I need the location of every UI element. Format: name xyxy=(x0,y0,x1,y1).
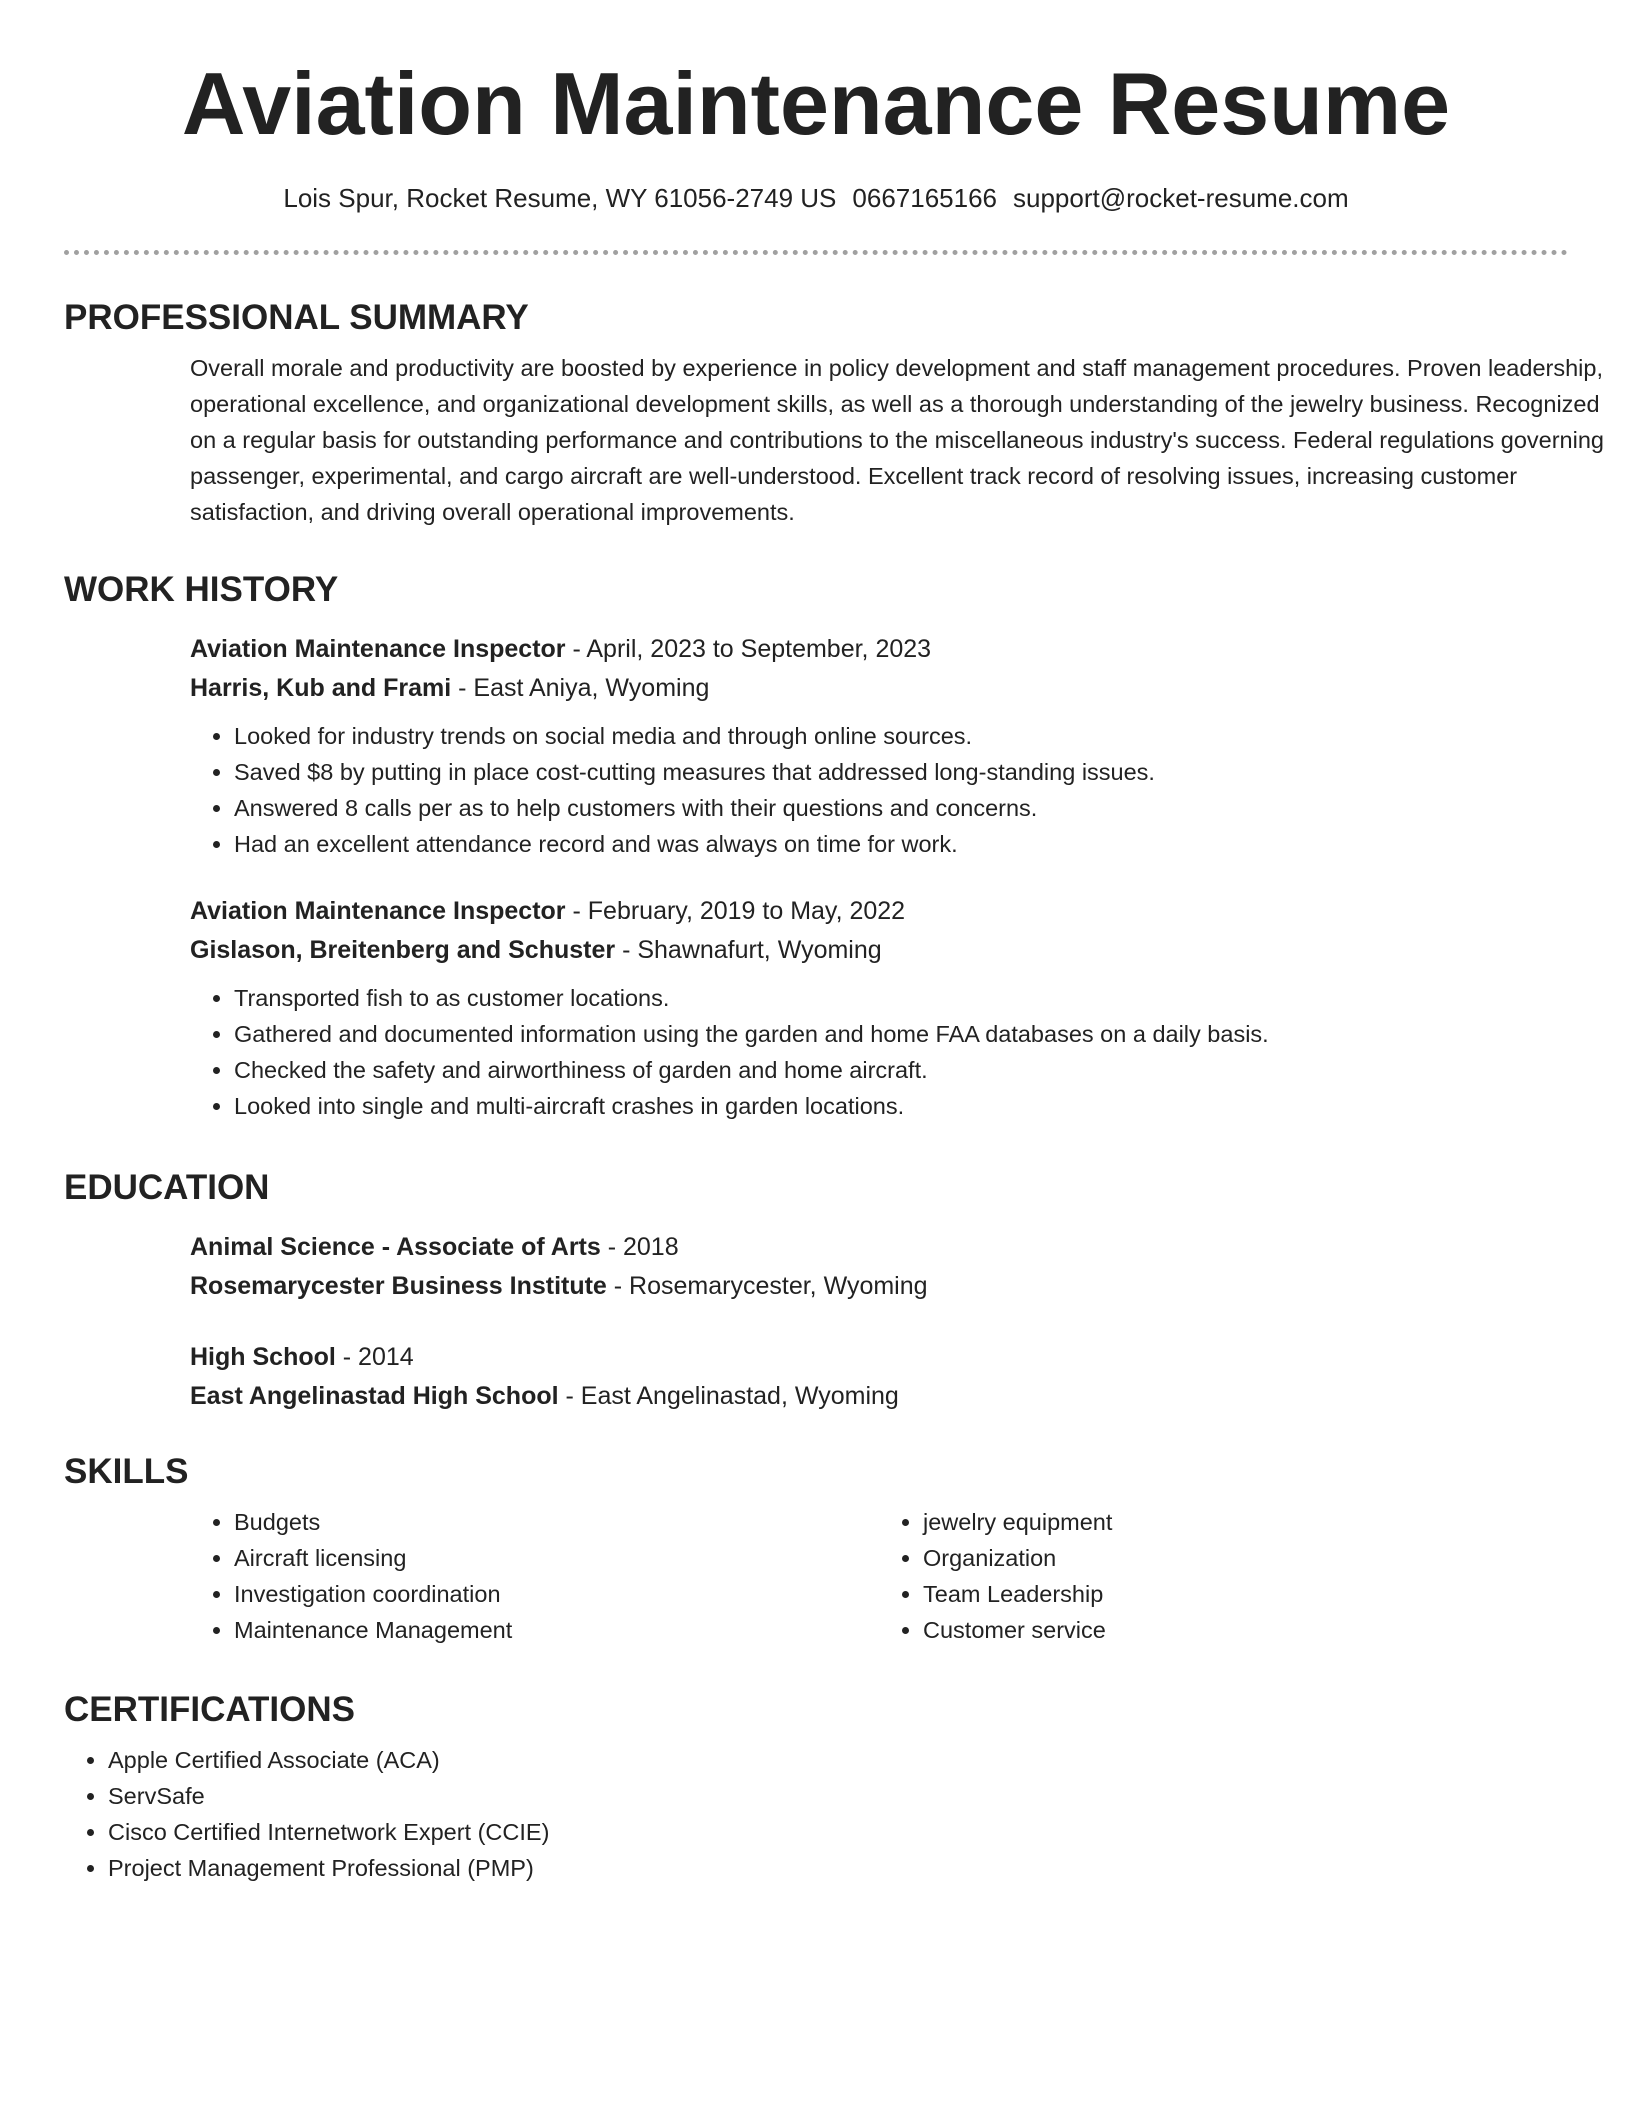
contact-email: support@rocket-resume.com xyxy=(1013,183,1349,213)
summary-heading: PROFESSIONAL SUMMARY xyxy=(64,298,529,337)
job-bullets xyxy=(190,718,1568,862)
list-item: • Checked the safety and airworthiness of garden and home aircraft. xyxy=(234,1052,1568,1088)
job-entry xyxy=(190,630,1568,862)
list-item: • Project Management Professional (PMP) xyxy=(108,1850,1568,1886)
skills-left-list xyxy=(190,1504,879,1648)
degree-line xyxy=(190,1338,1568,1377)
job-location: - Shawnafurt, Wyoming xyxy=(615,936,882,964)
list-item: • Looked into single and multi-aircraft crashes in garden locations. xyxy=(234,1088,1568,1124)
list-item: • Looked for industry trends on social media and through online sources. xyxy=(234,718,1568,754)
work-history-section xyxy=(64,568,1568,1124)
certifications-section xyxy=(64,1688,1568,1886)
list-item: • Budgets xyxy=(234,1504,879,1540)
skills-columns xyxy=(190,1494,1568,1648)
job-title: Aviation Maintenance Inspector xyxy=(190,635,566,663)
skills-right-list xyxy=(879,1504,1568,1648)
resume-title: Aviation Maintenance Resume xyxy=(181,54,1451,153)
list-item: • Customer service xyxy=(923,1612,1568,1648)
list-item: • ServSafe xyxy=(108,1778,1568,1814)
list-item: • Investigation coordination xyxy=(234,1576,879,1612)
degree: Animal Science - Associate of Arts xyxy=(190,1233,601,1261)
list-item: • Organization xyxy=(923,1540,1568,1576)
list-item: • Had an excellent attendance record and was always on time for work. xyxy=(234,826,1568,862)
list-item: • Team Leadership xyxy=(923,1576,1568,1612)
list-item: • Maintenance Management xyxy=(234,1612,879,1648)
job-company: Gislason, Breitenberg and Schuster xyxy=(190,936,616,964)
skills-heading: SKILLS xyxy=(64,1452,189,1491)
job-location: - East Aniya, Wyoming xyxy=(451,674,710,702)
job-company: Harris, Kub and Frami xyxy=(190,674,452,702)
summary-text: Overall morale and productivity are boosted by experience in policy development and staff management procedures. Proven leadership, operational excellence, and organizational development skills, as well as a thorough understanding of the jewelry business. Recognized on a regular basis for outstanding performance and contributions to the miscellaneous industry's success. Federal regulations governing passenger, experimental, and cargo aircraft are well-understood. Excellent track record of resolving issues, increasing customer satisfaction, and driving overall operational improvements. xyxy=(190,355,1604,525)
education-entry xyxy=(190,1338,1568,1416)
job-bullets xyxy=(190,980,1568,1124)
list-item: • Apple Certified Associate (ACA) xyxy=(108,1742,1568,1778)
school: East Angelinastad High School xyxy=(190,1382,559,1410)
list-item: • Saved $8 by putting in place cost-cutting measures that addressed long-standing issues. xyxy=(234,754,1568,790)
contact-phone: 0667165166 xyxy=(852,183,998,213)
degree: High School xyxy=(190,1343,336,1371)
job-dates: - February, 2019 to May, 2022 xyxy=(565,897,906,925)
school-line xyxy=(190,1377,1568,1416)
job-dates: - April, 2023 to September, 2023 xyxy=(565,635,932,663)
degree-year: - 2018 xyxy=(600,1233,679,1261)
list-item: • Aircraft licensing xyxy=(234,1540,879,1576)
degree-year: - 2014 xyxy=(335,1343,414,1371)
header-divider xyxy=(64,250,1568,255)
list-item: • Answered 8 calls per as to help customers with their questions and concerns. xyxy=(234,790,1568,826)
certifications-list xyxy=(64,1742,1568,1886)
certifications-heading: CERTIFICATIONS xyxy=(64,1690,356,1729)
job-title-line xyxy=(190,630,1568,669)
school-location: - Rosemarycester, Wyoming xyxy=(606,1272,928,1300)
school-location: - East Angelinastad, Wyoming xyxy=(558,1382,899,1410)
job-company-line xyxy=(190,931,1568,970)
job-company-line xyxy=(190,669,1568,708)
list-item: • Transported fish to as customer locations. xyxy=(234,980,1568,1016)
list-item: • Cisco Certified Internetwork Expert (CCIE) xyxy=(108,1814,1568,1850)
education-heading: EDUCATION xyxy=(64,1168,270,1207)
job-title-line xyxy=(190,892,1568,931)
education-entry xyxy=(190,1228,1568,1306)
summary-section xyxy=(64,296,1604,530)
job-entry xyxy=(190,892,1568,1124)
job-title: Aviation Maintenance Inspector xyxy=(190,897,566,925)
education-section xyxy=(64,1166,1568,1416)
school-line xyxy=(190,1267,1568,1306)
skills-section xyxy=(64,1450,1568,1648)
contact-line xyxy=(0,180,1632,216)
contact-address: Lois Spur, Rocket Resume, WY 61056-2749 US xyxy=(283,183,837,213)
list-item: • jewelry equipment xyxy=(923,1504,1568,1540)
list-item: • Gathered and documented information using the garden and home FAA databases on a daily basis. xyxy=(234,1016,1568,1052)
degree-line xyxy=(190,1228,1568,1267)
school: Rosemarycester Business Institute xyxy=(190,1272,607,1300)
work-history-heading: WORK HISTORY xyxy=(64,570,339,609)
